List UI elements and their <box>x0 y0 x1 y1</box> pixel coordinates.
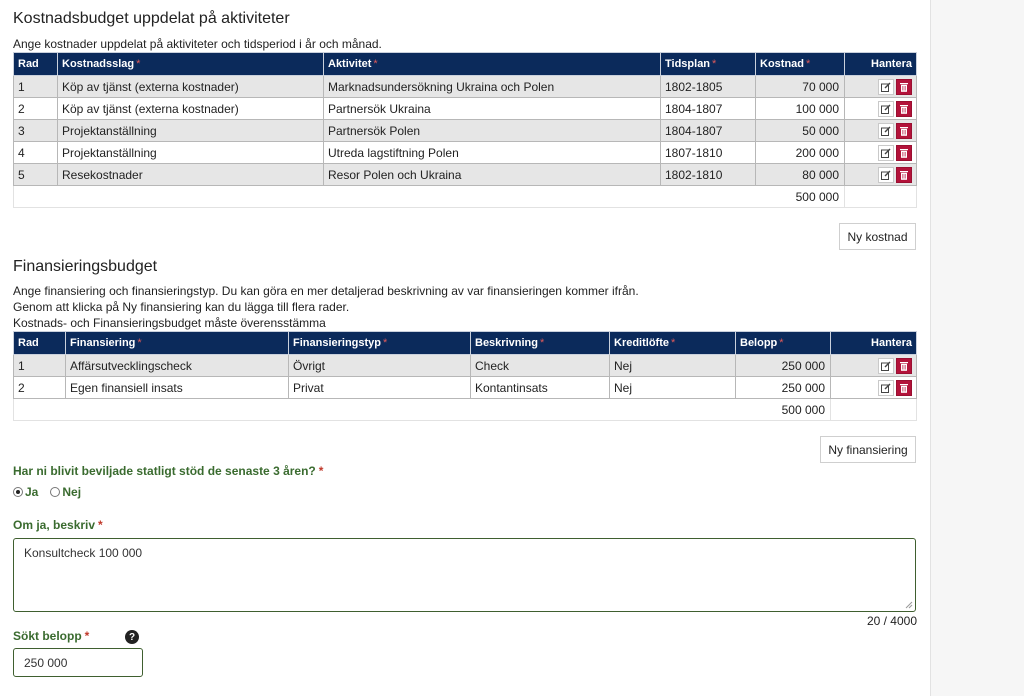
resize-handle-icon[interactable] <box>905 601 913 609</box>
cell-finansiering: Egen finansiell insats <box>66 377 289 399</box>
trash-icon[interactable] <box>896 101 912 117</box>
financing-total-row <box>14 399 917 421</box>
radio-nej[interactable] <box>50 487 60 497</box>
state-aid-option-ja[interactable] <box>13 485 38 499</box>
cell-kostnadsslag: Köp av tjänst (externa kostnader) <box>58 76 324 98</box>
cell-hantera <box>845 98 917 120</box>
amount-input[interactable] <box>13 648 143 677</box>
question-circle-icon[interactable]: ? <box>125 630 139 644</box>
financing-table-header <box>14 332 917 355</box>
character-counter: 20 / 4000 <box>866 614 917 628</box>
cell-finansieringstyp: Privat <box>289 377 471 399</box>
col-header-hantera: Hantera <box>831 332 917 355</box>
state-aid-options <box>13 485 81 499</box>
new-financing-button[interactable]: Ny finansiering <box>820 436 916 463</box>
cell-rad: 5 <box>14 164 58 186</box>
cell-kostnad: 70 000 <box>756 76 845 98</box>
table-row <box>14 355 917 377</box>
cell-rad: 4 <box>14 142 58 164</box>
cost-table <box>13 52 917 208</box>
cell-hantera <box>831 355 917 377</box>
cell-rad: 1 <box>14 76 58 98</box>
state-aid-question: Har ni blivit beviljade statligt stöd de senaste 3 åren? * <box>13 464 324 478</box>
cell-aktivitet: Utreda lagstiftning Polen <box>324 142 661 164</box>
edit-icon[interactable] <box>878 358 894 374</box>
cell-rad: 2 <box>14 377 66 399</box>
cell-belopp: 250 000 <box>736 355 831 377</box>
cell-kostnadsslag: Köp av tjänst (externa kostnader) <box>58 98 324 120</box>
col-header-tidsplan[interactable]: Tidsplan * <box>661 53 756 76</box>
financing-description-line: Genom att klicka på Ny finansiering kan du lägga till flera rader. <box>13 300 350 314</box>
cell-kreditlofte: Nej <box>610 355 736 377</box>
trash-icon[interactable] <box>896 167 912 183</box>
trash-icon[interactable] <box>896 79 912 95</box>
col-header-rad[interactable]: Rad <box>14 53 58 76</box>
edit-icon[interactable] <box>878 101 894 117</box>
table-row <box>14 76 917 98</box>
describe-label: Om ja, beskriv * <box>13 518 103 532</box>
cell-rad: 1 <box>14 355 66 377</box>
edit-icon[interactable] <box>878 79 894 95</box>
radio-ja-label[interactable]: Ja <box>25 485 39 499</box>
col-header-finansiering[interactable]: Finansiering * <box>66 332 289 355</box>
cell-kostnad: 200 000 <box>756 142 845 164</box>
state-aid-option-nej[interactable] <box>50 485 81 499</box>
cell-kostnad: 80 000 <box>756 164 845 186</box>
cell-tidsplan: 1802-1805 <box>661 76 756 98</box>
cell-beskrivning: Kontantinsats <box>471 377 610 399</box>
cell-finansiering: Affärsutvecklingscheck <box>66 355 289 377</box>
cell-hantera <box>845 142 917 164</box>
cell-hantera <box>831 377 917 399</box>
cell-finansieringstyp: Övrigt <box>289 355 471 377</box>
cell-hantera <box>845 76 917 98</box>
cell-aktivitet: Resor Polen och Ukraina <box>324 164 661 186</box>
edit-icon[interactable] <box>878 167 894 183</box>
cell-rad: 2 <box>14 98 58 120</box>
describe-textarea[interactable] <box>13 538 916 612</box>
cost-budget-description: Ange kostnader uppdelat på aktiviteter och tidsperiod i år och månad. <box>13 37 382 51</box>
cell-belopp: 250 000 <box>736 377 831 399</box>
cost-total-row <box>14 186 917 208</box>
cost-total: 500 000 <box>14 186 845 208</box>
edit-icon[interactable] <box>878 145 894 161</box>
cell-rad: 3 <box>14 120 58 142</box>
cell-kostnadsslag: Resekostnader <box>58 164 324 186</box>
cost-budget-title: Kostnadsbudget uppdelat på aktiviteter <box>13 10 290 27</box>
col-header-hantera: Hantera <box>845 53 917 76</box>
edit-icon[interactable] <box>878 380 894 396</box>
table-row <box>14 98 917 120</box>
col-header-finansieringstyp[interactable]: Finansieringstyp * <box>289 332 471 355</box>
new-cost-button[interactable]: Ny kostnad <box>839 223 916 250</box>
col-header-belopp[interactable]: Belopp * <box>736 332 831 355</box>
financing-description <box>13 283 639 331</box>
cell-aktivitet: Partnersök Ukraina <box>324 98 661 120</box>
cell-tidsplan: 1804-1807 <box>661 120 756 142</box>
table-row <box>14 120 917 142</box>
amount-value: 250 000 <box>24 655 68 670</box>
cell-kreditlofte: Nej <box>610 377 736 399</box>
amount-label: Sökt belopp * <box>13 629 90 643</box>
cost-table-header <box>14 53 917 76</box>
cell-tidsplan: 1802-1810 <box>661 164 756 186</box>
col-header-kostnadsslag[interactable]: Kostnadsslag * <box>58 53 324 76</box>
cell-aktivitet: Marknadsundersökning Ukraina och Polen <box>324 76 661 98</box>
trash-icon[interactable] <box>896 123 912 139</box>
col-header-kreditlofte[interactable]: Kreditlöfte * <box>610 332 736 355</box>
cell-kostnad: 100 000 <box>756 98 845 120</box>
col-header-rad[interactable]: Rad <box>14 332 66 355</box>
col-header-kostnad[interactable]: Kostnad * <box>756 53 845 76</box>
radio-ja[interactable] <box>13 487 23 497</box>
col-header-aktivitet[interactable]: Aktivitet * <box>324 53 661 76</box>
financing-description-line: Kostnads- och Finansieringsbudget måste överensstämma <box>13 316 326 330</box>
table-row <box>14 377 917 399</box>
cell-beskrivning: Check <box>471 355 610 377</box>
right-sidebar <box>930 0 1024 696</box>
edit-icon[interactable] <box>878 123 894 139</box>
trash-icon[interactable] <box>896 358 912 374</box>
cell-aktivitet: Partnersök Polen <box>324 120 661 142</box>
trash-icon[interactable] <box>896 145 912 161</box>
cell-kostnad: 50 000 <box>756 120 845 142</box>
col-header-beskrivning[interactable]: Beskrivning * <box>471 332 610 355</box>
cell-kostnadsslag: Projektanställning <box>58 142 324 164</box>
cell-kostnadsslag: Projektanställning <box>58 120 324 142</box>
financing-table <box>13 331 917 421</box>
radio-nej-label[interactable]: Nej <box>62 485 82 499</box>
cell-tidsplan: 1807-1810 <box>661 142 756 164</box>
cell-hantera <box>845 164 917 186</box>
table-row <box>14 142 917 164</box>
financing-budget-title: Finansieringsbudget <box>13 258 158 275</box>
trash-icon[interactable] <box>896 380 912 396</box>
financing-total: 500 000 <box>14 399 831 421</box>
describe-value: Konsultcheck 100 000 <box>24 546 143 560</box>
cell-tidsplan: 1804-1807 <box>661 98 756 120</box>
table-row <box>14 164 917 186</box>
financing-description-line: Ange finansiering och finansieringstyp. Du kan göra en mer detaljerad beskrivning av var finansieringen kommer ifrån. <box>13 284 639 298</box>
cell-hantera <box>845 120 917 142</box>
